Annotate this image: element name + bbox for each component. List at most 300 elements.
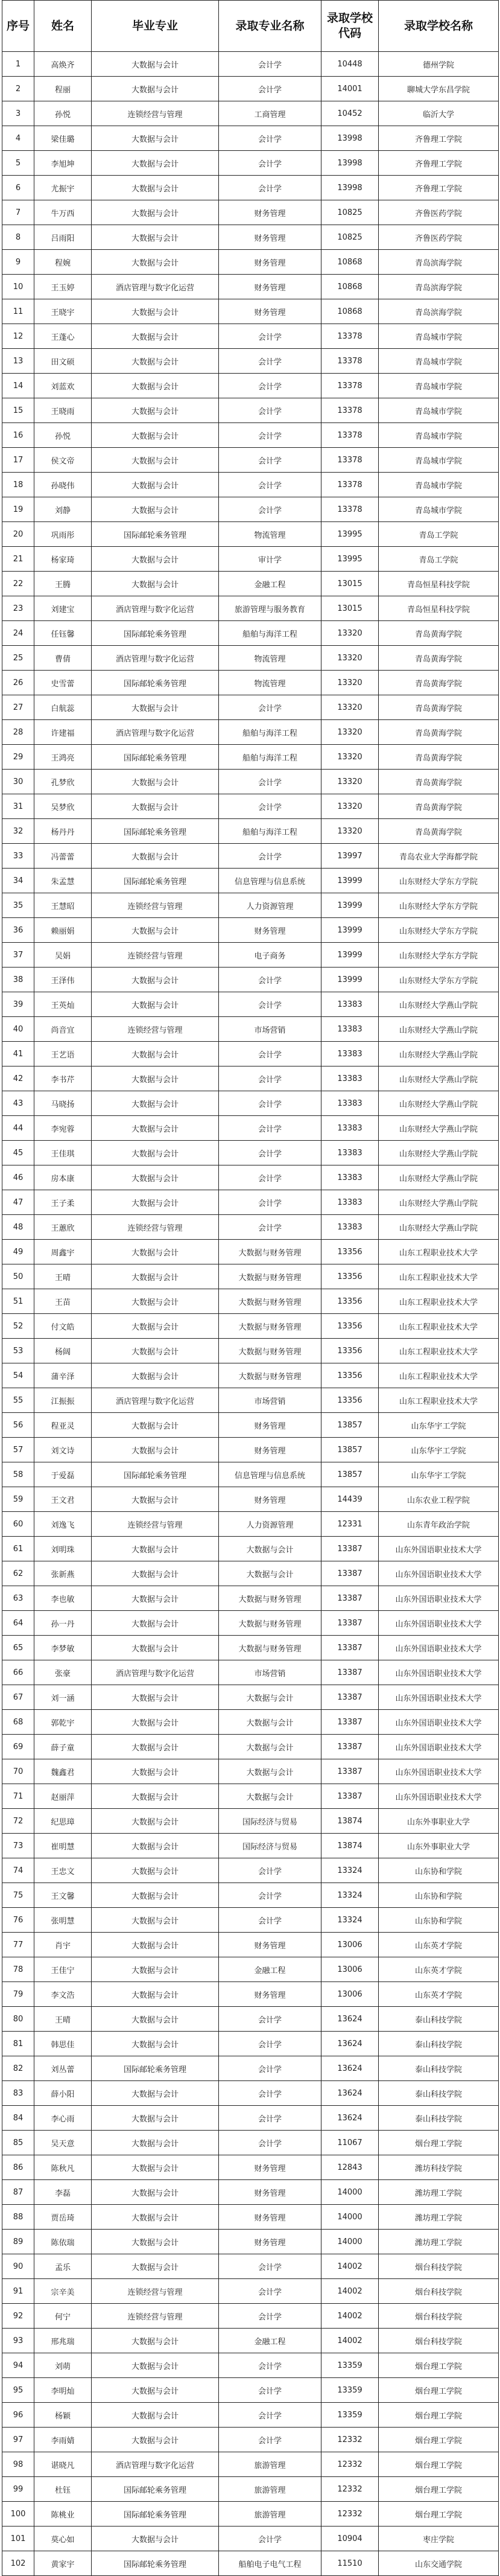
cell-school-code: 14000	[321, 2205, 379, 2230]
cell-name: 孙悦	[34, 423, 92, 448]
cell-school-name: 山东协和学院	[379, 1883, 499, 1908]
cell-admit-major: 财务管理	[219, 225, 321, 250]
cell-admit-major: 财务管理	[219, 250, 321, 275]
cell-school-code: 13999	[321, 893, 379, 918]
cell-name: 巩雨彤	[34, 522, 92, 547]
cell-grad-major: 大数据与会计	[92, 250, 219, 275]
cell-seq: 52	[2, 1314, 34, 1339]
cell-school-name: 山东外事职业大学	[379, 1834, 499, 1858]
cell-seq: 69	[2, 1735, 34, 1759]
cell-admit-major: 物流管理	[219, 646, 321, 671]
cell-seq: 102	[2, 2551, 34, 2576]
table-row	[2, 200, 499, 225]
cell-school-name: 烟台科技学院	[379, 2304, 499, 2329]
table-row	[2, 275, 499, 299]
cell-school-name: 烟台理工学院	[379, 2131, 499, 2155]
table-row	[2, 2502, 499, 2527]
table-row	[2, 621, 499, 646]
cell-seq: 17	[2, 448, 34, 473]
cell-name: 薛子童	[34, 1735, 92, 1759]
cell-school-name: 山东财经大学燕山学院	[379, 1091, 499, 1116]
cell-school-name: 青岛城市学院	[379, 349, 499, 374]
cell-school-name: 山东外国语职业技术大学	[379, 1735, 499, 1759]
cell-name: 杨家琦	[34, 547, 92, 572]
cell-school-name: 青岛滨海学院	[379, 250, 499, 275]
table-row	[2, 225, 499, 250]
cell-school-name: 青岛城市学院	[379, 423, 499, 448]
cell-school-name: 潍坊理工学院	[379, 2205, 499, 2230]
table-row	[2, 1413, 499, 1438]
cell-school-name: 山东财经大学东方学院	[379, 918, 499, 943]
cell-school-name: 山东外国语职业技术大学	[379, 1784, 499, 1809]
cell-admit-major: 会计学	[219, 2081, 321, 2106]
cell-school-name: 山东财经大学东方学院	[379, 968, 499, 992]
cell-school-code: 13387	[321, 1784, 379, 1809]
cell-school-name: 青岛黄海学院	[379, 671, 499, 695]
cell-grad-major: 连锁经营与管理	[92, 2279, 219, 2304]
cell-seq: 20	[2, 522, 34, 547]
cell-school-code: 14002	[321, 2254, 379, 2279]
cell-school-code: 13997	[321, 844, 379, 869]
cell-admit-major: 旅游管理与服务教育	[219, 596, 321, 621]
cell-seq: 24	[2, 621, 34, 646]
cell-admit-major: 会计学	[219, 2353, 321, 2378]
cell-name: 刘静	[34, 497, 92, 522]
cell-admit-major: 会计学	[219, 176, 321, 200]
cell-seq: 2	[2, 77, 34, 101]
cell-name: 王晴	[34, 2007, 92, 2032]
cell-school-name: 烟台科技学院	[379, 2329, 499, 2353]
cell-name: 崔明慧	[34, 1834, 92, 1858]
table-row	[2, 176, 499, 200]
cell-school-code: 13383	[321, 1042, 379, 1066]
cell-seq: 47	[2, 1190, 34, 1215]
cell-school-name: 山东外国语职业技术大学	[379, 1660, 499, 1685]
cell-school-code: 13624	[321, 2007, 379, 2032]
table-row	[2, 770, 499, 794]
cell-seq: 26	[2, 671, 34, 695]
cell-name: 郭乾宇	[34, 1710, 92, 1735]
table-row	[2, 1834, 499, 1858]
cell-school-code: 13383	[321, 1116, 379, 1141]
cell-admit-major: 财务管理	[219, 918, 321, 943]
cell-grad-major: 大数据与会计	[92, 77, 219, 101]
cell-name: 王文君	[34, 1487, 92, 1512]
cell-seq: 23	[2, 596, 34, 621]
cell-name: 尤振宇	[34, 176, 92, 200]
cell-school-name: 山东工程职业技术大学	[379, 1363, 499, 1388]
table-row	[2, 52, 499, 77]
cell-grad-major: 国际邮轮乘务管理	[92, 869, 219, 893]
table-row	[2, 1611, 499, 1636]
cell-school-code: 10825	[321, 225, 379, 250]
cell-school-code: 13383	[321, 1165, 379, 1190]
cell-school-name: 山东工程职业技术大学	[379, 1240, 499, 1264]
cell-grad-major: 国际邮轮乘务管理	[92, 2502, 219, 2527]
cell-school-code: 13356	[321, 1264, 379, 1289]
cell-grad-major: 大数据与会计	[92, 2007, 219, 2032]
table-row	[2, 1561, 499, 1586]
table-row	[2, 1339, 499, 1363]
cell-admit-major: 大数据与会计	[219, 1561, 321, 1586]
cell-name: 莫心如	[34, 2527, 92, 2551]
cell-grad-major: 酒店管理与数字化运营	[92, 596, 219, 621]
cell-school-name: 潍坊理工学院	[379, 2180, 499, 2205]
table-row	[2, 473, 499, 497]
cell-name: 张新燕	[34, 1561, 92, 1586]
cell-school-name: 青岛城市学院	[379, 448, 499, 473]
cell-school-code: 11510	[321, 2551, 379, 2576]
cell-school-code: 13387	[321, 1660, 379, 1685]
cell-admit-major: 财务管理	[219, 2155, 321, 2180]
cell-name: 王晓雨	[34, 398, 92, 423]
cell-name: 赖丽娟	[34, 918, 92, 943]
cell-seq: 84	[2, 2106, 34, 2131]
cell-school-name: 泰山科技学院	[379, 2056, 499, 2081]
cell-name: 刘建宝	[34, 596, 92, 621]
cell-school-code: 14000	[321, 2180, 379, 2205]
cell-name: 薛小阳	[34, 2081, 92, 2106]
cell-seq: 51	[2, 1289, 34, 1314]
table-row	[2, 423, 499, 448]
cell-admit-major: 市场营销	[219, 1388, 321, 1413]
cell-seq: 15	[2, 398, 34, 423]
table-row	[2, 720, 499, 745]
cell-admit-major: 大数据与会计	[219, 1735, 321, 1759]
cell-school-name: 青岛城市学院	[379, 324, 499, 349]
cell-school-code: 13015	[321, 572, 379, 596]
table-row	[2, 374, 499, 398]
cell-grad-major: 国际邮轮乘务管理	[92, 745, 219, 770]
cell-admit-major: 大数据与会计	[219, 1685, 321, 1710]
cell-school-code: 13378	[321, 448, 379, 473]
cell-admit-major: 大数据与财务管理	[219, 1611, 321, 1636]
cell-school-code: 13320	[321, 794, 379, 819]
cell-grad-major: 连锁经营与管理	[92, 1017, 219, 1042]
cell-admit-major: 财务管理	[219, 1982, 321, 2007]
table-row	[2, 1858, 499, 1883]
table-row	[2, 2551, 499, 2576]
cell-grad-major: 大数据与会计	[92, 1957, 219, 1982]
cell-grad-major: 大数据与会计	[92, 2155, 219, 2180]
cell-name: 江振振	[34, 1388, 92, 1413]
cell-name: 吴天意	[34, 2131, 92, 2155]
cell-school-code: 13387	[321, 1611, 379, 1636]
cell-name: 肖宇	[34, 1933, 92, 1957]
cell-grad-major: 酒店管理与数字化运营	[92, 646, 219, 671]
cell-grad-major: 大数据与会计	[92, 1339, 219, 1363]
cell-admit-major: 会计学	[219, 151, 321, 176]
cell-admit-major: 市场营销	[219, 1660, 321, 1685]
cell-school-name: 山东财经大学东方学院	[379, 893, 499, 918]
cell-name: 侯文帝	[34, 448, 92, 473]
cell-school-name: 青岛滨海学院	[379, 275, 499, 299]
cell-name: 李旭坤	[34, 151, 92, 176]
cell-school-name: 德州学院	[379, 52, 499, 77]
cell-seq: 92	[2, 2304, 34, 2329]
cell-name: 程亚灵	[34, 1413, 92, 1438]
cell-school-code: 13387	[321, 1759, 379, 1784]
cell-name: 张豪	[34, 1660, 92, 1685]
cell-school-name: 潍坊科技学院	[379, 2155, 499, 2180]
table-row	[2, 1141, 499, 1165]
cell-name: 杨阔	[34, 1339, 92, 1363]
cell-school-code: 13006	[321, 1957, 379, 1982]
cell-grad-major: 大数据与会计	[92, 2205, 219, 2230]
cell-school-code: 13356	[321, 1363, 379, 1388]
cell-admit-major: 会计学	[219, 1091, 321, 1116]
cell-name: 李宛蓉	[34, 1116, 92, 1141]
cell-school-name: 山东工程职业技术大学	[379, 1314, 499, 1339]
cell-name: 李明灿	[34, 2378, 92, 2403]
cell-name: 孙晓伟	[34, 473, 92, 497]
table-row	[2, 646, 499, 671]
cell-grad-major: 大数据与会计	[92, 770, 219, 794]
cell-admit-major: 人力资源管理	[219, 893, 321, 918]
cell-school-name: 山东华宇工学院	[379, 1438, 499, 1462]
cell-school-name: 烟台理工学院	[379, 2403, 499, 2428]
cell-school-code: 13857	[321, 1413, 379, 1438]
cell-name: 李梦敏	[34, 1636, 92, 1660]
cell-seq: 88	[2, 2205, 34, 2230]
cell-school-name: 齐鲁理工学院	[379, 176, 499, 200]
cell-seq: 96	[2, 2403, 34, 2428]
cell-school-code: 13356	[321, 1339, 379, 1363]
cell-admit-major: 电子商务	[219, 943, 321, 968]
table-row	[2, 1462, 499, 1487]
cell-school-code: 13356	[321, 1388, 379, 1413]
cell-seq: 54	[2, 1363, 34, 1388]
cell-school-name: 烟台理工学院	[379, 2452, 499, 2477]
cell-name: 王佳琪	[34, 1141, 92, 1165]
cell-seq: 21	[2, 547, 34, 572]
cell-admit-major: 会计学	[219, 423, 321, 448]
table-row	[2, 101, 499, 126]
cell-seq: 5	[2, 151, 34, 176]
cell-grad-major: 大数据与会计	[92, 1042, 219, 1066]
cell-school-name: 烟台科技学院	[379, 2254, 499, 2279]
table-row	[2, 2428, 499, 2452]
cell-school-code: 12332	[321, 2428, 379, 2452]
cell-name: 刘文诗	[34, 1438, 92, 1462]
cell-school-name: 青岛工学院	[379, 522, 499, 547]
cell-seq: 46	[2, 1165, 34, 1190]
cell-grad-major: 大数据与会计	[92, 2378, 219, 2403]
cell-name: 吴梦欣	[34, 794, 92, 819]
cell-admit-major: 会计学	[219, 1066, 321, 1091]
cell-admit-major: 会计学	[219, 2254, 321, 2279]
cell-school-name: 青岛黄海学院	[379, 819, 499, 844]
cell-grad-major: 大数据与会计	[92, 1190, 219, 1215]
cell-seq: 31	[2, 794, 34, 819]
cell-admit-major: 会计学	[219, 2279, 321, 2304]
cell-school-name: 泰山科技学院	[379, 2032, 499, 2056]
cell-seq: 97	[2, 2428, 34, 2452]
cell-school-code: 13378	[321, 398, 379, 423]
cell-school-code: 13320	[321, 819, 379, 844]
cell-grad-major: 大数据与会计	[92, 1759, 219, 1784]
cell-grad-major: 大数据与会计	[92, 1636, 219, 1660]
cell-grad-major: 大数据与会计	[92, 349, 219, 374]
table-row	[2, 1636, 499, 1660]
cell-school-name: 山东外事职业大学	[379, 1809, 499, 1834]
cell-school-name: 山东财经大学燕山学院	[379, 1190, 499, 1215]
table-row	[2, 2477, 499, 2502]
cell-school-name: 山东农业工程学院	[379, 1487, 499, 1512]
cell-seq: 12	[2, 324, 34, 349]
cell-admit-major: 会计学	[219, 695, 321, 720]
cell-school-name: 青岛黄海学院	[379, 720, 499, 745]
table-row	[2, 2205, 499, 2230]
cell-seq: 94	[2, 2353, 34, 2378]
cell-school-code: 13320	[321, 770, 379, 794]
cell-school-name: 山东外国语职业技术大学	[379, 1759, 499, 1784]
table-row	[2, 1240, 499, 1264]
cell-grad-major: 大数据与会计	[92, 2428, 219, 2452]
cell-name: 王艺语	[34, 1042, 92, 1066]
cell-name: 刘萌	[34, 2353, 92, 2378]
cell-school-code: 13995	[321, 522, 379, 547]
cell-seq: 9	[2, 250, 34, 275]
cell-name: 牛万西	[34, 200, 92, 225]
cell-admit-major: 会计学	[219, 2403, 321, 2428]
cell-admit-major: 大数据与财务管理	[219, 1289, 321, 1314]
cell-admit-major: 会计学	[219, 1165, 321, 1190]
cell-admit-major: 会计学	[219, 1883, 321, 1908]
cell-seq: 63	[2, 1586, 34, 1611]
cell-admit-major: 大数据与财务管理	[219, 1314, 321, 1339]
cell-name: 王腾	[34, 572, 92, 596]
cell-school-code: 13387	[321, 1586, 379, 1611]
cell-school-code: 13999	[321, 918, 379, 943]
cell-admit-major: 财务管理	[219, 1438, 321, 1462]
cell-school-name: 青岛恒星科技学院	[379, 596, 499, 621]
cell-admit-major: 大数据与会计	[219, 1759, 321, 1784]
cell-school-code: 13015	[321, 596, 379, 621]
cell-admit-major: 会计学	[219, 349, 321, 374]
table-row	[2, 1487, 499, 1512]
cell-school-name: 山东财经大学东方学院	[379, 869, 499, 893]
cell-school-code: 13999	[321, 869, 379, 893]
table-row	[2, 2007, 499, 2032]
cell-school-name: 山东财经大学燕山学院	[379, 1066, 499, 1091]
cell-grad-major: 大数据与会计	[92, 1487, 219, 1512]
cell-school-name: 泰山科技学院	[379, 2106, 499, 2131]
cell-school-code: 13383	[321, 1017, 379, 1042]
cell-school-code: 12332	[321, 2502, 379, 2527]
cell-admit-major: 人力资源管理	[219, 1512, 321, 1537]
cell-school-code: 13624	[321, 2081, 379, 2106]
cell-grad-major: 大数据与会计	[92, 1141, 219, 1165]
table-row	[2, 1512, 499, 1537]
cell-school-code: 13378	[321, 423, 379, 448]
cell-admit-major: 会计学	[219, 52, 321, 77]
cell-school-name: 山东外国语职业技术大学	[379, 1611, 499, 1636]
cell-seq: 14	[2, 374, 34, 398]
cell-name: 高焕齐	[34, 52, 92, 77]
table-row	[2, 1116, 499, 1141]
cell-school-name: 山东华宇工学院	[379, 1413, 499, 1438]
cell-admit-major: 会计学	[219, 448, 321, 473]
table-row	[2, 2032, 499, 2056]
cell-grad-major: 大数据与会计	[92, 324, 219, 349]
table-row	[2, 2279, 499, 2304]
cell-school-name: 山东交通学院	[379, 2551, 499, 2576]
admission-table-container	[2, 0, 499, 2576]
cell-name: 李磊	[34, 2180, 92, 2205]
cell-seq: 30	[2, 770, 34, 794]
cell-admit-major: 金融工程	[219, 2329, 321, 2353]
cell-school-code: 12332	[321, 2477, 379, 2502]
cell-seq: 89	[2, 2230, 34, 2254]
cell-school-name: 山东财经大学燕山学院	[379, 992, 499, 1017]
cell-seq: 93	[2, 2329, 34, 2353]
cell-grad-major: 国际邮轮乘务管理	[92, 2477, 219, 2502]
cell-admit-major: 财务管理	[219, 1487, 321, 1512]
cell-name: 王英灿	[34, 992, 92, 1017]
table-row	[2, 2527, 499, 2551]
cell-seq: 85	[2, 2131, 34, 2155]
cell-admit-major: 船舶与海洋工程	[219, 720, 321, 745]
cell-school-name: 青岛黄海学院	[379, 794, 499, 819]
cell-name: 孟乐	[34, 2254, 92, 2279]
cell-school-code: 13378	[321, 324, 379, 349]
header-school-code: 录取学校代码	[321, 1, 379, 52]
cell-admit-major: 会计学	[219, 2428, 321, 2452]
cell-school-name: 山东英才学院	[379, 1933, 499, 1957]
cell-grad-major: 大数据与会计	[92, 1735, 219, 1759]
cell-school-code: 13998	[321, 151, 379, 176]
cell-school-code: 10868	[321, 299, 379, 324]
cell-seq: 57	[2, 1438, 34, 1462]
cell-school-name: 山东工程职业技术大学	[379, 1339, 499, 1363]
cell-school-name: 山东财经大学燕山学院	[379, 1017, 499, 1042]
cell-name: 王佳宁	[34, 1957, 92, 1982]
table-row	[2, 1215, 499, 1240]
cell-name: 王鸿亮	[34, 745, 92, 770]
cell-school-name: 青岛农业大学海都学院	[379, 844, 499, 869]
table-row	[2, 2131, 499, 2155]
cell-grad-major: 连锁经营与管理	[92, 1512, 219, 1537]
cell-grad-major: 大数据与会计	[92, 497, 219, 522]
cell-school-code: 13383	[321, 1190, 379, 1215]
table-row	[2, 299, 499, 324]
cell-seq: 79	[2, 1982, 34, 2007]
cell-name: 曹倩	[34, 646, 92, 671]
cell-school-name: 聊城大学东昌学院	[379, 77, 499, 101]
cell-admit-major: 财务管理	[219, 1933, 321, 1957]
cell-seq: 101	[2, 2527, 34, 2551]
table-row	[2, 1784, 499, 1809]
cell-admit-major: 会计学	[219, 968, 321, 992]
table-row	[2, 1759, 499, 1784]
cell-name: 王泽伟	[34, 968, 92, 992]
cell-seq: 35	[2, 893, 34, 918]
table-row	[2, 1264, 499, 1289]
cell-name: 周鑫宇	[34, 1240, 92, 1264]
cell-name: 李雨婧	[34, 2428, 92, 2452]
cell-name: 刘明珠	[34, 1537, 92, 1561]
cell-admit-major: 大数据与财务管理	[219, 1636, 321, 1660]
cell-admit-major: 大数据与财务管理	[219, 1586, 321, 1611]
table-row	[2, 324, 499, 349]
cell-grad-major: 大数据与会计	[92, 1289, 219, 1314]
cell-seq: 82	[2, 2056, 34, 2081]
cell-name: 孙一丹	[34, 1611, 92, 1636]
cell-grad-major: 大数据与会计	[92, 1710, 219, 1735]
cell-seq: 45	[2, 1141, 34, 1165]
cell-admit-major: 旅游管理	[219, 2452, 321, 2477]
